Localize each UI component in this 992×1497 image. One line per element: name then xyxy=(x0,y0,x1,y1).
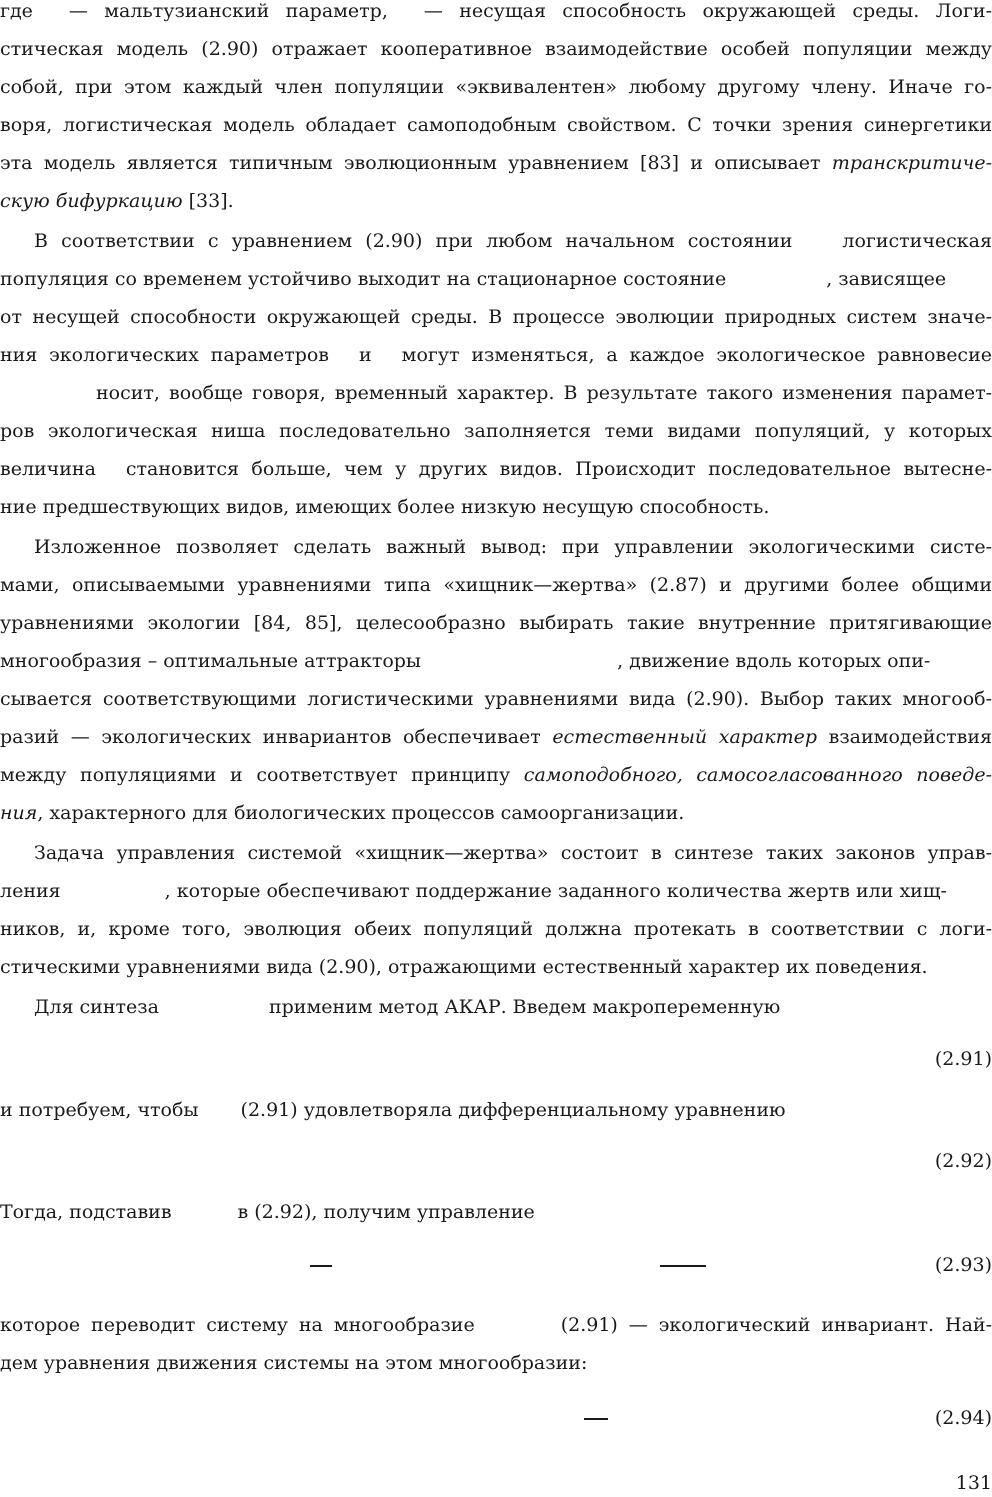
text-line: ников, и, кроме того, эволюция обеих популяций должна протекать в соответствии с логи- xyxy=(0,918,992,940)
text-line: между популяциями и соответствует принципу самоподобного, самосогласованного поведе- xyxy=(0,764,992,786)
text-line: разий — экологических инвариантов обеспечивает естественный характер взаимодействия xyxy=(0,726,992,748)
equation-number: (2.94) xyxy=(934,1407,992,1429)
text-line: стическими уравнениями вида (2.90), отражающими естественный характер их поведения. xyxy=(0,956,928,978)
text-line: сывается соответствующими логистическими уравнениями вида (2.90). Выбор таких многооб- xyxy=(0,688,992,710)
fraction-bar xyxy=(584,1418,608,1420)
text-line: Тогда, подставив в (2.92), получим управление xyxy=(0,1201,535,1223)
text-line: мами, описываемыми уравнениями типа «хищник—жертва» (2.87) и другими более общими xyxy=(0,574,992,596)
text-line: стическая модель (2.90) отражает кооперативное взаимодействие особей популяции между xyxy=(0,38,992,60)
fraction-bar xyxy=(660,1265,706,1267)
text-line: многообразия – оптимальные аттракторы , движение вдоль которых опи- xyxy=(0,650,931,672)
text-line: ния, характерного для биологических процессов самоорганизации. xyxy=(0,802,685,824)
text-line: популяция со временем устойчиво выходит на стационарное состояние , зависящее xyxy=(0,268,947,290)
text-line: В соответствии с уравнением (2.90) при любом начальном состоянии логистическая xyxy=(34,230,992,252)
text-line: которое переводит систему на многообразие (2.91) — экологический инвариант. Най- xyxy=(0,1314,992,1336)
text-line: уравнениями экологии [84, 85], целесообразно выбирать такие внутренние притягивающие xyxy=(0,612,992,634)
equation-number: (2.93) xyxy=(934,1254,992,1276)
text-line: ления , которые обеспечивают поддержание заданного количества жертв или хищ- xyxy=(0,880,947,902)
text-line: скую бифуркацию [33]. xyxy=(0,190,234,212)
equation-number: (2.91) xyxy=(934,1048,992,1070)
text-line: воря, логистическая модель обладает самоподобным свойством. С точки зрения синергетики xyxy=(0,114,992,136)
text-line: дем уравнения движения системы на этом многообразии: xyxy=(0,1352,588,1374)
text-line: эта модель является типичным эволюционным уравнением [83] и описывает транскритиче- xyxy=(0,152,992,174)
text-line: ров экологическая ниша последовательно заполняется теми видами популяций, у которых xyxy=(0,420,992,442)
text-line: Задача управления системой «хищник—жертва» состоит в синтезе таких законов управ- xyxy=(34,842,992,864)
fraction-bar xyxy=(310,1265,332,1267)
text-line: от несущей способности окружающей среды. В процессе эволюции природных систем значе- xyxy=(0,306,992,328)
text-line: Изложенное позволяет сделать важный вывод: при управлении экологическими систе- xyxy=(34,536,992,558)
text-line: Для синтеза применим метод АКАР. Введем макропеременную xyxy=(34,996,781,1018)
text-line: носит, вообще говоря, временный характер. В результате такого изменения парамет- xyxy=(96,382,992,404)
text-line: величина становится больше, чем у других видов. Происходит последовательное вытесне- xyxy=(0,458,992,480)
text-line: где — мальтузианский параметр, — несущая способность окружающей среды. Логи- xyxy=(0,0,992,22)
text-line: ние предшествующих видов, имеющих более низкую несущую способность. xyxy=(0,496,770,518)
equation-number: (2.92) xyxy=(934,1150,992,1172)
text-line: собой, при этом каждый член популяции «эквивалентен» любому другому члену. Иначе го- xyxy=(0,76,992,98)
page-number: 131 xyxy=(955,1472,992,1494)
text-line: и потребуем, чтобы (2.91) удовлетворяла дифференциальному уравнению xyxy=(0,1099,786,1121)
text-line: ния экологических параметров и могут изменяться, а каждое экологическое равновесие xyxy=(0,344,992,366)
